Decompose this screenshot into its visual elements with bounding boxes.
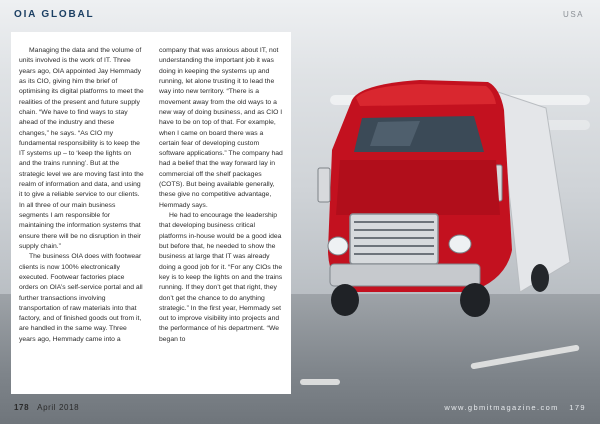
magazine-section-brand: OIA GLOBAL [14,9,95,20]
website-folio [444,403,586,412]
paragraph: The business OIA does with footwear clients is now 100% electronically executed. Footwear factories place orders on OIA’s self-service portal and all further transactions involving transportation of raw materials into that factory, and of finished goods out from it, are handled in the same way. Three years ago, Hemmady came into a [19,253,143,343]
hood [336,160,500,215]
paragraph: He had to encourage the leadership that developing business critical platforms in-house would be a good idea but before that, he needed to show the business at large that IT was already doing a good job for it. “For any CIOs the key is to keep the lights on and the trains running. If they don’t get that right, they don’t get the chance to do anything strategic.” In the first year, Hemmady set out to improve visibility into projects and the performance of his department. “We began to [159,212,283,343]
website-url[interactable]: www.gbmitmagazine.com [444,403,559,412]
article-panel [11,32,291,394]
trailer-side [498,92,570,292]
wheel-right [460,283,490,317]
headlight-left [328,237,348,255]
paragraph: company that was anxious about IT, not understanding the important job it was doing in keeping the systems up and running, let alone trusting it to lead the way into new territory. “There is a movement away from the old ways to a new way of doing business, and as CIO I have to be on top of that. For example, when I came on board there was a certain fear of developing custom software applications.” The company had had a belief that the way forward lay in commercial off the shelf packages (COTS). But being available generally, these give no competitive advantage, Hemmady says. [159,47,283,209]
page-folio [14,403,79,412]
mirror-left [318,168,330,202]
region-label: USA [563,10,584,19]
issue-date: April 2018 [37,403,80,412]
paragraph: Managing the data and the volume of units involved is the work of IT. Three years ago, OIA appointed Jay Hemmady as its CIO, giving him the brief of optimising its digital platforms to meet the realities of the present and future supply chain. “We have to find ways to stay ahead of the industry and these changes,” he says. “As CIO my fundamental responsibility is to keep the IT systems up – to ‘keep the lights on and the trains running’. But at the strategic level we are moving fast into the realm of information and data, and using it to give a reliable service to our clients. In all three of our main business segments I am responsible for maintaining the information systems that ensure there will be no disruption in their supply chain.” [19,47,144,250]
page-number-right: 179 [569,403,586,412]
article-column-1 [19,46,144,345]
wheel-rear [531,264,549,292]
article-column-2 [159,46,284,345]
page-number: 178 [14,403,30,412]
headlight-right [449,235,471,253]
bumper [330,264,480,286]
wheel-left [331,284,359,316]
